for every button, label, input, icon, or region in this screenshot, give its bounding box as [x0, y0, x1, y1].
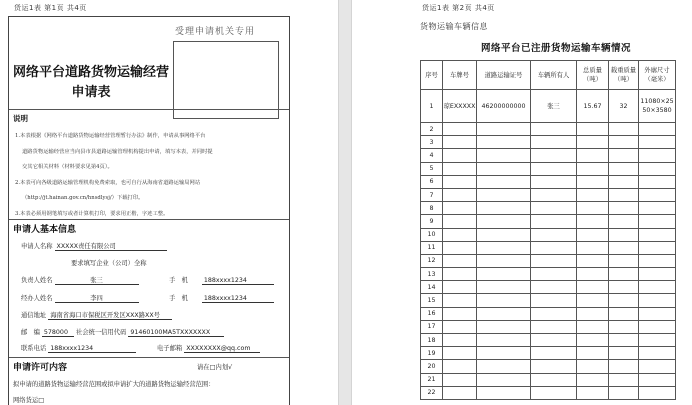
- cell-owner[interactable]: [531, 228, 577, 241]
- cell-total-mass[interactable]: [577, 320, 609, 333]
- cell-license[interactable]: [477, 254, 531, 267]
- responsible-row: [21, 275, 139, 285]
- cell-no: 5: [421, 162, 443, 175]
- cell-plate[interactable]: [443, 215, 477, 228]
- cell-license[interactable]: [477, 136, 531, 149]
- cell-dimensions[interactable]: [639, 188, 676, 201]
- cell-dimensions[interactable]: 11080×2550×3580: [639, 90, 676, 123]
- cell-license[interactable]: [477, 360, 531, 373]
- cell-load-mass[interactable]: [609, 281, 639, 294]
- table-row: [421, 202, 676, 215]
- cell-load-mass[interactable]: [609, 149, 639, 162]
- basic-info-heading: 申请人基本信息: [13, 225, 77, 235]
- cell-plate[interactable]: [443, 136, 477, 149]
- cell-license[interactable]: [477, 202, 531, 215]
- cell-owner[interactable]: [531, 202, 577, 215]
- cell-owner[interactable]: [531, 307, 577, 320]
- cell-dimensions[interactable]: [639, 281, 676, 294]
- application-form: [8, 16, 290, 405]
- cell-owner[interactable]: [531, 268, 577, 281]
- cell-no: 21: [421, 373, 443, 386]
- cell-license[interactable]: [477, 228, 531, 241]
- cell-load-mass[interactable]: [609, 386, 639, 399]
- note-line: 1.本表根据《网络平台道路货物运输经营管理暂行办法》制作，申请从事网络平台: [15, 133, 206, 139]
- address-label: 通信地址: [21, 312, 47, 319]
- cell-license[interactable]: [477, 123, 531, 136]
- cell-load-mass[interactable]: [609, 360, 639, 373]
- cell-dimensions[interactable]: [639, 162, 676, 175]
- cell-license[interactable]: [477, 268, 531, 281]
- cell-license[interactable]: [477, 307, 531, 320]
- cell-no: 11: [421, 241, 443, 254]
- cell-no: 13: [421, 268, 443, 281]
- table-row: [421, 188, 676, 201]
- cell-owner[interactable]: [531, 241, 577, 254]
- notes-list: [15, 129, 287, 222]
- table-row: [421, 90, 676, 123]
- address-field[interactable]: 海南省海口市保税区开发区XXX路XX号: [48, 310, 172, 320]
- permit-heading: 申请许可内容: [13, 363, 68, 373]
- cell-owner[interactable]: [531, 320, 577, 333]
- cell-load-mass[interactable]: [609, 320, 639, 333]
- cell-license[interactable]: [477, 294, 531, 307]
- cell-no: 12: [421, 254, 443, 267]
- table-row: [421, 281, 676, 294]
- cell-dimensions[interactable]: [639, 254, 676, 267]
- cell-total-mass[interactable]: [577, 307, 609, 320]
- cell-no: 3: [421, 136, 443, 149]
- table-row: [421, 162, 676, 175]
- cell-plate[interactable]: [443, 320, 477, 333]
- cell-license[interactable]: [477, 334, 531, 347]
- table-row: [421, 149, 676, 162]
- cell-no: 8: [421, 202, 443, 215]
- cell-load-mass[interactable]: [609, 241, 639, 254]
- cell-owner[interactable]: [531, 175, 577, 188]
- cell-plate[interactable]: [443, 188, 477, 201]
- cell-total-mass[interactable]: [577, 123, 609, 136]
- notes-heading: 说明: [13, 114, 28, 123]
- cell-total-mass[interactable]: [577, 268, 609, 281]
- cell-load-mass[interactable]: [609, 334, 639, 347]
- cell-plate[interactable]: [443, 268, 477, 281]
- fullname-note: 要求填写企业（公司）全称: [71, 260, 147, 267]
- page-header: 货运1表 第1页 共4页: [14, 4, 87, 12]
- cell-license[interactable]: [477, 149, 531, 162]
- cell-owner[interactable]: [531, 373, 577, 386]
- table-title: 网络平台已注册货物运输车辆情况: [480, 43, 631, 54]
- col-header-owner: 车辆所有人: [531, 61, 577, 90]
- section-subtitle: 货物运输车辆信息: [420, 22, 488, 31]
- cell-plate[interactable]: [443, 373, 477, 386]
- cell-total-mass[interactable]: [577, 228, 609, 241]
- cell-no: 16: [421, 307, 443, 320]
- stamp-box: [173, 41, 279, 119]
- cell-owner[interactable]: [531, 136, 577, 149]
- col-header-plate: 车牌号: [443, 61, 477, 90]
- col-header-load-mass: 载重质量（吨）: [609, 61, 639, 90]
- cell-dimensions[interactable]: [639, 215, 676, 228]
- table-row: [421, 215, 676, 228]
- col-header-no: 序号: [421, 61, 443, 90]
- cell-plate[interactable]: [443, 360, 477, 373]
- vehicle-info-page-2: [352, 0, 692, 405]
- table-row: [421, 136, 676, 149]
- permit-scope-text: 拟申请的道路货物运输经营范围或拟申请扩大的道路货物运输经营范围：: [13, 381, 215, 388]
- postcode-field[interactable]: 578000: [42, 329, 74, 337]
- cell-load-mass[interactable]: [609, 228, 639, 241]
- cell-dimensions[interactable]: [639, 360, 676, 373]
- cell-total-mass[interactable]: [577, 373, 609, 386]
- cell-owner[interactable]: [531, 254, 577, 267]
- operator-label: 经办人姓名: [21, 295, 53, 302]
- divider: [9, 357, 289, 358]
- cell-owner[interactable]: [531, 215, 577, 228]
- vehicle-table: [420, 60, 676, 400]
- cell-no: 15: [421, 294, 443, 307]
- cell-plate[interactable]: [443, 281, 477, 294]
- cell-load-mass[interactable]: [609, 202, 639, 215]
- note-line: 道路货物运输经营应当向县市县道路运输管理机构提出申请，填写本表，并同时提: [22, 148, 213, 155]
- form-title-line-1: 网络平台道路货物运输经营: [13, 65, 170, 80]
- cell-dimensions[interactable]: [639, 386, 676, 399]
- phone-label: 手 机: [169, 295, 188, 302]
- table-row: [421, 123, 676, 136]
- cell-owner[interactable]: [531, 386, 577, 399]
- cell-total-mass[interactable]: [577, 254, 609, 267]
- page-gutter: [338, 0, 352, 405]
- cell-no: 7: [421, 188, 443, 201]
- postcode-row: [21, 327, 224, 337]
- cell-total-mass[interactable]: [577, 215, 609, 228]
- cell-plate[interactable]: [443, 162, 477, 175]
- note-line: 交其它相关材料（材料要求见第4页）。: [22, 164, 113, 170]
- form-title-line-2: 申请表: [71, 85, 111, 100]
- cell-plate[interactable]: [443, 334, 477, 347]
- cell-dimensions[interactable]: [639, 320, 676, 333]
- cell-dimensions[interactable]: [639, 334, 676, 347]
- cell-license[interactable]: [477, 241, 531, 254]
- cell-owner[interactable]: [531, 123, 577, 136]
- cell-no: 14: [421, 281, 443, 294]
- applicant-field[interactable]: XXXXX责任有限公司: [55, 241, 167, 251]
- cell-no: 9: [421, 215, 443, 228]
- cell-load-mass[interactable]: [609, 136, 639, 149]
- cell-plate[interactable]: [443, 228, 477, 241]
- cell-total-mass[interactable]: [577, 162, 609, 175]
- cell-dimensions[interactable]: [639, 149, 676, 162]
- cell-no: 4: [421, 149, 443, 162]
- table-row: [421, 347, 676, 360]
- col-header-license: 道路运输证号: [477, 61, 531, 90]
- cell-plate[interactable]: 琼EXXXXX: [443, 90, 477, 123]
- phone-label: 手 机: [169, 277, 188, 284]
- cell-owner[interactable]: [531, 162, 577, 175]
- operator-phone-row: [169, 293, 274, 303]
- cell-owner[interactable]: [531, 294, 577, 307]
- permit-option-network[interactable]: 网络货运□: [13, 397, 45, 404]
- cell-license[interactable]: [477, 162, 531, 175]
- table-row: [421, 334, 676, 347]
- cell-load-mass[interactable]: [609, 307, 639, 320]
- cell-no: 20: [421, 360, 443, 373]
- table-row: [421, 254, 676, 267]
- operator-row: [21, 293, 139, 303]
- cell-plate[interactable]: [443, 347, 477, 360]
- email-field[interactable]: XXXXXXXX@qq.com: [184, 345, 260, 353]
- cell-total-mass[interactable]: [577, 334, 609, 347]
- cell-dimensions[interactable]: [639, 202, 676, 215]
- tel-label: 联系电话: [21, 345, 47, 352]
- cell-no: 2: [421, 123, 443, 136]
- cell-dimensions[interactable]: [639, 241, 676, 254]
- cell-load-mass[interactable]: [609, 294, 639, 307]
- cell-license[interactable]: [477, 386, 531, 399]
- cell-dimensions[interactable]: [639, 307, 676, 320]
- cell-owner[interactable]: [531, 347, 577, 360]
- cell-dimensions[interactable]: [639, 347, 676, 360]
- cell-dimensions[interactable]: [639, 294, 676, 307]
- responsible-label: 负责人姓名: [21, 277, 53, 284]
- divider: [9, 219, 289, 220]
- address-row: [21, 310, 172, 320]
- cell-load-mass[interactable]: [609, 215, 639, 228]
- cell-load-mass[interactable]: [609, 175, 639, 188]
- responsible-field[interactable]: 张三: [55, 275, 139, 285]
- cell-owner[interactable]: 张三: [531, 90, 577, 123]
- email-row: [157, 343, 260, 353]
- cell-license[interactable]: [477, 175, 531, 188]
- application-form-page-1: [0, 0, 338, 405]
- cell-total-mass[interactable]: [577, 136, 609, 149]
- cell-owner[interactable]: [531, 334, 577, 347]
- cell-total-mass[interactable]: [577, 202, 609, 215]
- cell-license[interactable]: [477, 215, 531, 228]
- cell-plate[interactable]: [443, 386, 477, 399]
- cell-no: 1: [421, 90, 443, 123]
- cell-license[interactable]: [477, 373, 531, 386]
- responsible-phone-field[interactable]: 188xxxx1234: [202, 277, 274, 285]
- cell-load-mass[interactable]: [609, 123, 639, 136]
- postcode-label: 邮 编: [21, 329, 40, 336]
- cell-no: 6: [421, 175, 443, 188]
- operator-field[interactable]: 李四: [55, 293, 139, 303]
- credit-label: 社会统一信用代码: [75, 329, 127, 336]
- cell-total-mass[interactable]: 15.67: [577, 90, 609, 123]
- cell-license[interactable]: [477, 188, 531, 201]
- cell-dimensions[interactable]: [639, 228, 676, 241]
- cell-dimensions[interactable]: [639, 136, 676, 149]
- table-row: [421, 241, 676, 254]
- cell-dimensions[interactable]: [639, 268, 676, 281]
- table-row: [421, 175, 676, 188]
- table-row: [421, 360, 676, 373]
- cell-plate[interactable]: [443, 241, 477, 254]
- note-line: （http://jt.hainan.gov.cn/hnsdlysj/）下载打印。: [22, 195, 144, 201]
- cell-owner[interactable]: [531, 360, 577, 373]
- cell-total-mass[interactable]: [577, 294, 609, 307]
- col-header-total-mass: 总质量（吨）: [577, 61, 609, 90]
- cell-no: 17: [421, 320, 443, 333]
- tel-row: [21, 343, 136, 353]
- cell-license[interactable]: 46200000000: [477, 90, 531, 123]
- tel-field[interactable]: 188xxxx1234: [48, 345, 136, 353]
- cell-plate[interactable]: [443, 254, 477, 267]
- page-header: 货运1表 第2页 共4页: [422, 4, 495, 12]
- cell-license[interactable]: [477, 347, 531, 360]
- table-row: [421, 386, 676, 399]
- divider: [9, 109, 289, 110]
- cell-total-mass[interactable]: [577, 149, 609, 162]
- stamp-label: 受理申请机关专用: [175, 27, 256, 37]
- table-row: [421, 373, 676, 386]
- credit-field[interactable]: 91460100MA5TXXXXXXX: [128, 329, 224, 337]
- email-label: 电子邮箱: [157, 345, 183, 352]
- cell-total-mass[interactable]: [577, 188, 609, 201]
- form-title: [13, 63, 169, 103]
- cell-no: 22: [421, 386, 443, 399]
- cell-total-mass[interactable]: [577, 360, 609, 373]
- cell-plate[interactable]: [443, 123, 477, 136]
- cell-no: 19: [421, 347, 443, 360]
- col-header-dimensions: 外廓尺寸（毫米）: [639, 61, 676, 90]
- cell-total-mass[interactable]: [577, 386, 609, 399]
- table-row: [421, 268, 676, 281]
- cell-owner[interactable]: [531, 188, 577, 201]
- cell-load-mass[interactable]: [609, 162, 639, 175]
- cell-no: 10: [421, 228, 443, 241]
- cell-total-mass[interactable]: [577, 347, 609, 360]
- cell-total-mass[interactable]: [577, 175, 609, 188]
- table-row: [421, 294, 676, 307]
- cell-license[interactable]: [477, 320, 531, 333]
- cell-plate[interactable]: [443, 202, 477, 215]
- cell-plate[interactable]: [443, 149, 477, 162]
- cell-load-mass[interactable]: [609, 373, 639, 386]
- cell-total-mass[interactable]: [577, 281, 609, 294]
- cell-load-mass[interactable]: [609, 188, 639, 201]
- table-row: [421, 307, 676, 320]
- table-header-row: [421, 61, 676, 90]
- cell-license[interactable]: [477, 281, 531, 294]
- cell-load-mass[interactable]: [609, 268, 639, 281]
- cell-plate[interactable]: [443, 175, 477, 188]
- cell-no: 18: [421, 334, 443, 347]
- operator-phone-field[interactable]: 188xxxx1234: [202, 295, 274, 303]
- note-line: 2.本表可向各级道路运输管理机构免费索取，也可自行从海南省道路运输局网站: [15, 179, 201, 186]
- table-row: [421, 228, 676, 241]
- note-line: 3.本表必须用钢笔填写或者计算机打印，要求用正楷，字迹工整。: [15, 210, 169, 217]
- applicant-label: 申请人名称: [21, 243, 53, 250]
- cell-owner[interactable]: [531, 149, 577, 162]
- cell-total-mass[interactable]: [577, 241, 609, 254]
- cell-load-mass[interactable]: 32: [609, 90, 639, 123]
- applicant-row: [21, 241, 167, 251]
- cell-load-mass[interactable]: [609, 347, 639, 360]
- cell-plate[interactable]: [443, 294, 477, 307]
- cell-dimensions[interactable]: [639, 175, 676, 188]
- cell-owner[interactable]: [531, 281, 577, 294]
- table-row: [421, 320, 676, 333]
- cell-plate[interactable]: [443, 307, 477, 320]
- check-note: 请在□内划√: [197, 364, 233, 371]
- responsible-phone-row: [169, 275, 274, 285]
- cell-load-mass[interactable]: [609, 254, 639, 267]
- cell-dimensions[interactable]: [639, 373, 676, 386]
- cell-dimensions[interactable]: [639, 123, 676, 136]
